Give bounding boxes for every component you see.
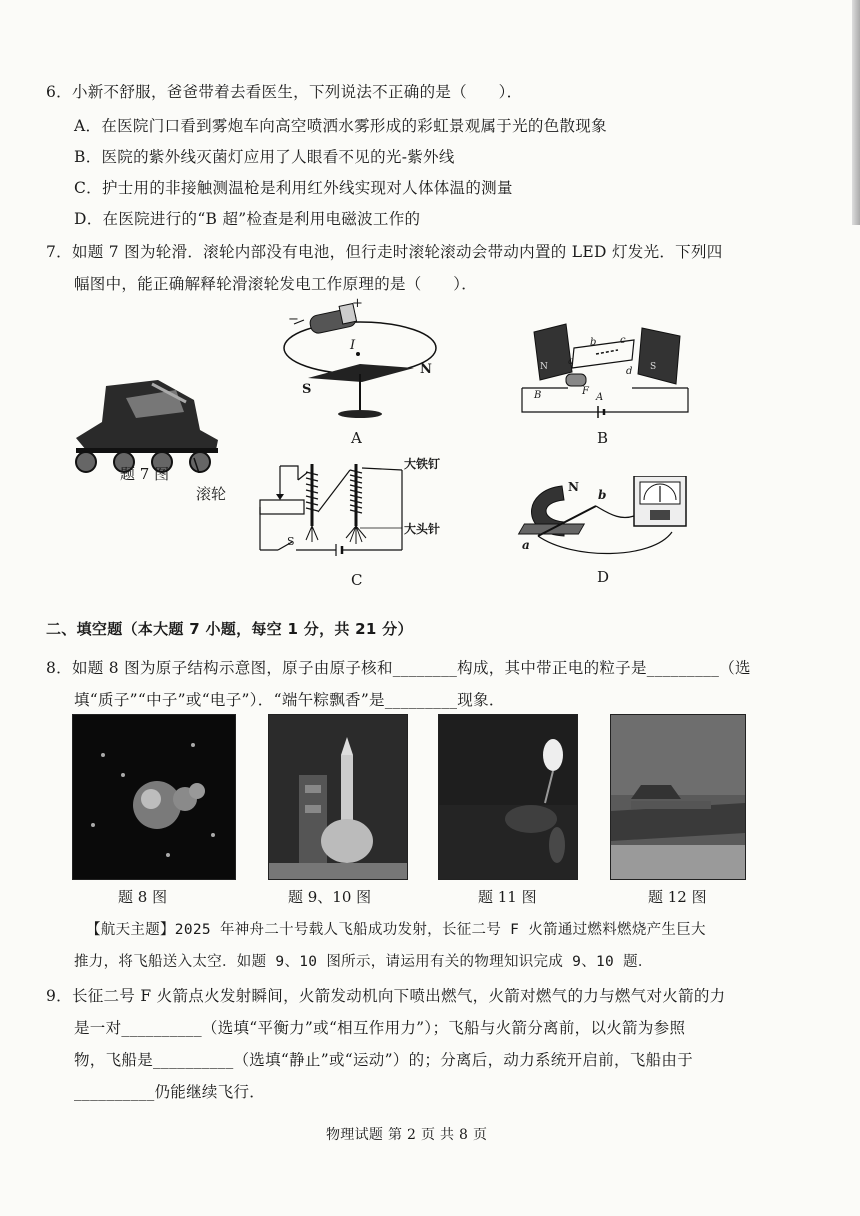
page-edge-shadow xyxy=(852,0,860,225)
option-a-label: A xyxy=(351,429,362,447)
fig8-caption: 题 8 图 xyxy=(118,888,168,906)
aircraft-carrier-photo xyxy=(610,714,746,880)
diagram-c-electromagnet xyxy=(252,456,412,568)
space-theme-line1: 【航天主题】2025 年神舟二十号载人飞船成功发射，长征二号 F 火箭通过燃料燃烧产生巨大 xyxy=(86,922,706,938)
q6-option-d: D．在医院进行的“B 超”检查是利用电磁波工作的 xyxy=(74,210,421,228)
q8-line1: 8．如题 8 图为原子结构示意图，原子由原子核和________构成，其中带正电的粒子是_________（选 xyxy=(46,659,751,677)
atom-structure-photo xyxy=(72,714,236,880)
option-c-label: C xyxy=(351,571,363,589)
diagram-b-a: a xyxy=(568,356,574,367)
diagram-a-current: I xyxy=(350,338,356,353)
fig12-caption: 题 12 图 xyxy=(648,888,707,906)
q8-line2: 填“质子”“中子”或“电子”）．“端午粽飘香”是_________现象． xyxy=(74,691,505,709)
fig9-10-caption: 题 9、10 图 xyxy=(288,888,372,906)
q9-line2: 是一对__________（选填“平衡力”或“相互作用力”）；飞船与火箭分离前，以火箭为参照 xyxy=(74,1019,686,1037)
diagram-d-a: a xyxy=(522,538,530,552)
diagram-b-d: d xyxy=(626,366,633,377)
option-d-label: D xyxy=(597,568,610,586)
q9-line4: __________仍能继续飞行． xyxy=(74,1083,266,1101)
inline-skate-figure xyxy=(66,378,246,473)
page-footer: 物理试题 第 2 页 共 8 页 xyxy=(326,1127,488,1143)
diagram-b-f: F xyxy=(582,386,589,397)
diagram-a-oersted xyxy=(278,296,448,426)
diagram-c-switch-label: S xyxy=(287,535,295,548)
fig11-photo xyxy=(438,714,578,880)
diagram-b-bb: B xyxy=(534,390,542,401)
diagram-c-nail-label: 大铁钉 xyxy=(404,457,441,471)
q9-line3: 物，飞船是__________（选填“静止”或“运动”）的；分离后，动力系统开启前，飞船由于 xyxy=(74,1051,693,1069)
diagram-c-pin-label: 大头针 xyxy=(404,522,441,536)
q6-option-c: C．护士用的非接触测温枪是利用红外线实现对人体体温的测量 xyxy=(74,179,513,197)
diagram-b-motor xyxy=(512,320,692,425)
diagram-a-s: S xyxy=(302,382,312,397)
fig11-caption: 题 11 图 xyxy=(478,888,537,906)
wheel-label: 滚轮 xyxy=(196,485,227,503)
diagram-d-n: N xyxy=(568,480,579,494)
diagram-b-s: S xyxy=(650,362,657,372)
rocket-launch-photo xyxy=(268,714,408,880)
q7-stem-line1: 7．如题 7 图为轮滑．滚轮内部没有电池，但行走时滚轮滚动会带动内置的 LED 灯发光．下列四 xyxy=(46,243,723,261)
space-theme-line2: 推力，将飞船送入太空．如题 9、10 图所示，请运用有关的物理知识完成 9、10 题． xyxy=(74,954,653,970)
q9-line1: 9．长征二号 F 火箭点火发射瞬间，火箭发动机向下喷出燃气，火箭对燃气的力与燃气对火箭的力 xyxy=(46,987,726,1005)
fig7-caption: 题 7 图 xyxy=(120,465,170,483)
option-b-label: B xyxy=(597,429,609,447)
diagram-b-aa: A xyxy=(596,392,604,403)
q7-stem-line2: 幅图中，能正确解释轮滑滚轮发电工作原理的是（ ）． xyxy=(74,275,478,293)
q6-option-a: A．在医院门口看到雾炮车向高空喷洒水雾形成的彩虹景观属于光的色散现象 xyxy=(74,117,607,135)
diagram-a-n: N xyxy=(420,362,432,377)
diagram-a-plus: + xyxy=(352,296,363,311)
section-2-title: 二、填空题（本大题 7 小题，每空 1 分，共 21 分） xyxy=(46,620,413,638)
diagram-b-b: b xyxy=(590,337,597,348)
diagram-d-b: b xyxy=(598,488,607,502)
diagram-b-n: N xyxy=(540,362,548,372)
q6-stem: 6．小新不舒服，爸爸带着去看医生，下列说法不正确的是（ ）． xyxy=(46,83,523,101)
diagram-a-minus: − xyxy=(288,312,299,327)
diagram-b-c: c xyxy=(620,335,626,346)
q6-option-b: B．医院的紫外线灭菌灯应用了人眼看不见的光-紫外线 xyxy=(74,148,455,166)
